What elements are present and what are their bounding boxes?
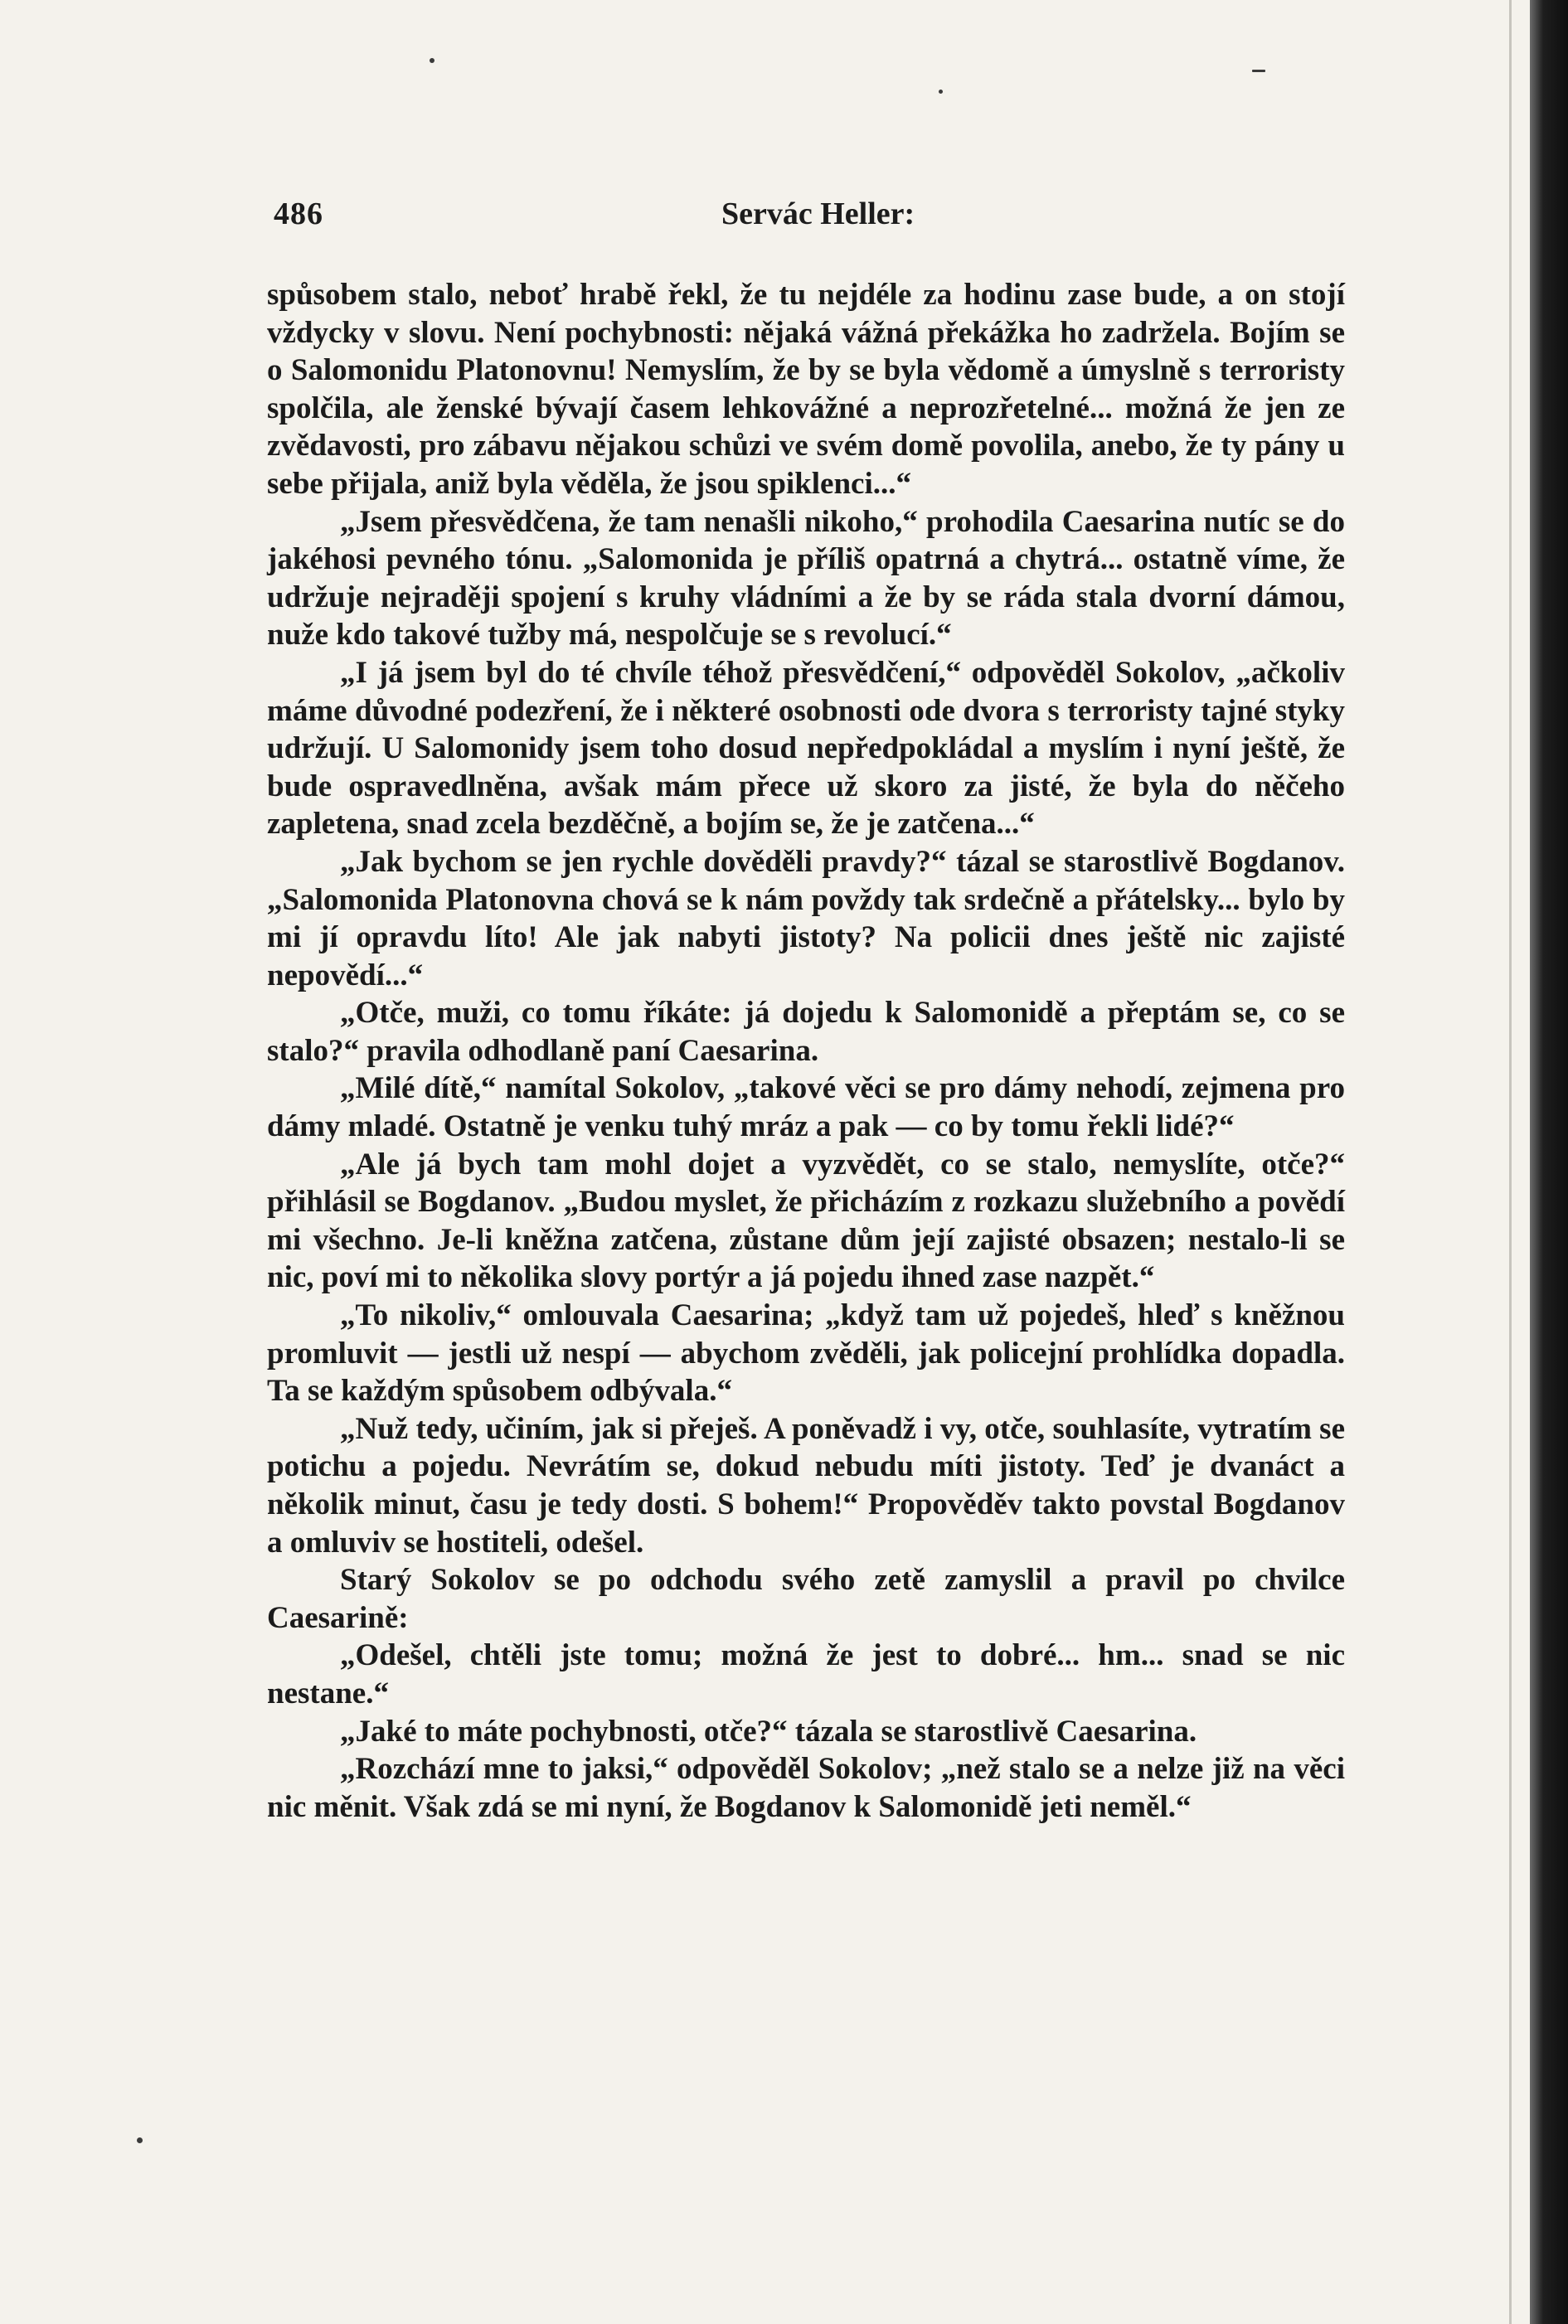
paragraph: „Odešel, chtěli jste tomu; možná že jest to dobré... hm... snad se nic nestane.“ <box>267 1638 1345 1710</box>
paragraph: „Rozchází mne to jaksi,“ odpověděl Sokolov; „než stalo se a nelze již na věci nic měnit. Však zdá se mi nyní, že Bogdanov k Salomonidě jeti neměl.“ <box>267 1752 1345 1824</box>
paragraph: „Milé dítě,“ namítal Sokolov, „takové věci se pro dámy nehodí, zejmena pro dámy mladé. Ostatně je venku tuhý mráz a pak — co by tomu řekli lidé?“ <box>267 1071 1345 1144</box>
paragraph: „Ale já bych tam mohl dojet a vyzvědět, co se stalo, nemyslíte, otče?“ přihlásil se Bogdanov. „Budou myslet, že přicházím z rozkazu služebního a povědí mi všechno. Je-li kněžna zatčena, zůstane dům její zajisté obsazen; nestalo-li se nic, poví mi to několika slovy portýr a já pojedu ihned zase nazpět.“ <box>267 1147 1345 1295</box>
body-text <box>267 276 1345 1826</box>
ink-speck <box>137 2137 143 2143</box>
paragraph: spůsobem stalo, neboť hrabě řekl, že tu nejdéle za hodinu zase bude, a on stojí vždycky v slovu. Není pochybnosti: nějaká vážná překážka ho zadržela. Bojím se o Salomonidu Platonovnu! Nemyslím, že by se byla vědomě a úmyslně s terroristy spolčila, ale ženské bývají časem lehkovážné a neprozřetelné... možná že jen ze zvědavosti, pro zábavu nějakou schůzi ve svém domě povolila, anebo, že ty pány u sebe přijala, aniž byla věděla, že jsou spiklenci...“ <box>267 278 1345 501</box>
paragraph: „Jaké to máte pochybnosti, otče?“ tázala se starostlivě Caesarina. <box>340 1714 1197 1749</box>
ink-speck <box>430 58 434 63</box>
running-title: Servác Heller: <box>721 196 915 231</box>
paragraph: „Jak bychom se jen rychle dověděli pravdy?“ tázal se starostlivě Bogdanov. „Salomonida Platonovna chová se k nám povždy tak srdečně a přátelsky... bylo by mi jí opravdu líto! Ale jak nabyti jistoty? Na policii dnes ještě nic zajisté nepovědí...“ <box>267 844 1345 992</box>
paragraph: „I já jsem byl do té chvíle téhož přesvědčení,“ odpověděl Sokolov, „ačkoliv máme důvodné podezření, že i některé osobnosti ode dvora s terroristy tajné styky udržují. U Salomonidy jsem toho dosud nepředpokládal a myslím i nyní ještě, že bude ospravedlněna, avšak mám přece už skoro za jisté, že byla do něčeho zapletena, snad zcela bezděčně, a bojím se, že je zatčena...“ <box>267 655 1345 842</box>
paragraph: „Nuž tedy, učiním, jak si přeješ. A poněvadž i vy, otče, souhlasíte, vytratím se potichu a pojedu. Nevrátím se, dokud nebudu míti jistoty. Teď je dvanáct a několik minut, času je tedy dosti. S bohem!“ Propověděv takto povstal Bogdanov a omluviv se hostiteli, odešel. <box>267 1411 1345 1560</box>
ink-speck <box>1252 70 1265 72</box>
scan-border <box>1530 0 1568 2324</box>
paragraph: „To nikoliv,“ omlouvala Caesarina; „když tam už pojedeš, hleď s kněžnou promluvit — jestli už nespí — abychom zvěděli, jak policejní prohlídka dopadla. Ta se každým spůsobem odbývala.“ <box>267 1298 1345 1409</box>
paragraph: „Jsem přesvědčena, že tam nenašli nikoho,“ prohodila Caesarina nutíc se do jakéhosi pevného tónu. „Salomonida je příliš opatrná a chytrá... ostatně víme, že udržuje nejraději spojení s kruhy vládními a že by se ráda stala dvorní dámou, nuže kdo takové tužby má, nespolčuje se s revolucí.“ <box>267 504 1345 653</box>
page-number: 486 <box>274 196 323 231</box>
page-header <box>274 196 1343 245</box>
page-edge-line <box>1509 0 1512 2324</box>
paragraph: Starý Sokolov se po odchodu svého zetě zamyslil a pravil po chvilce Caesarině: <box>267 1563 1345 1635</box>
paragraph: „Otče, muži, co tomu říkáte: já dojedu k Salomonidě a přeptám se, co se stalo?“ pravila odhodlaně paní Caesarina. <box>267 996 1345 1068</box>
ink-speck <box>939 90 943 94</box>
